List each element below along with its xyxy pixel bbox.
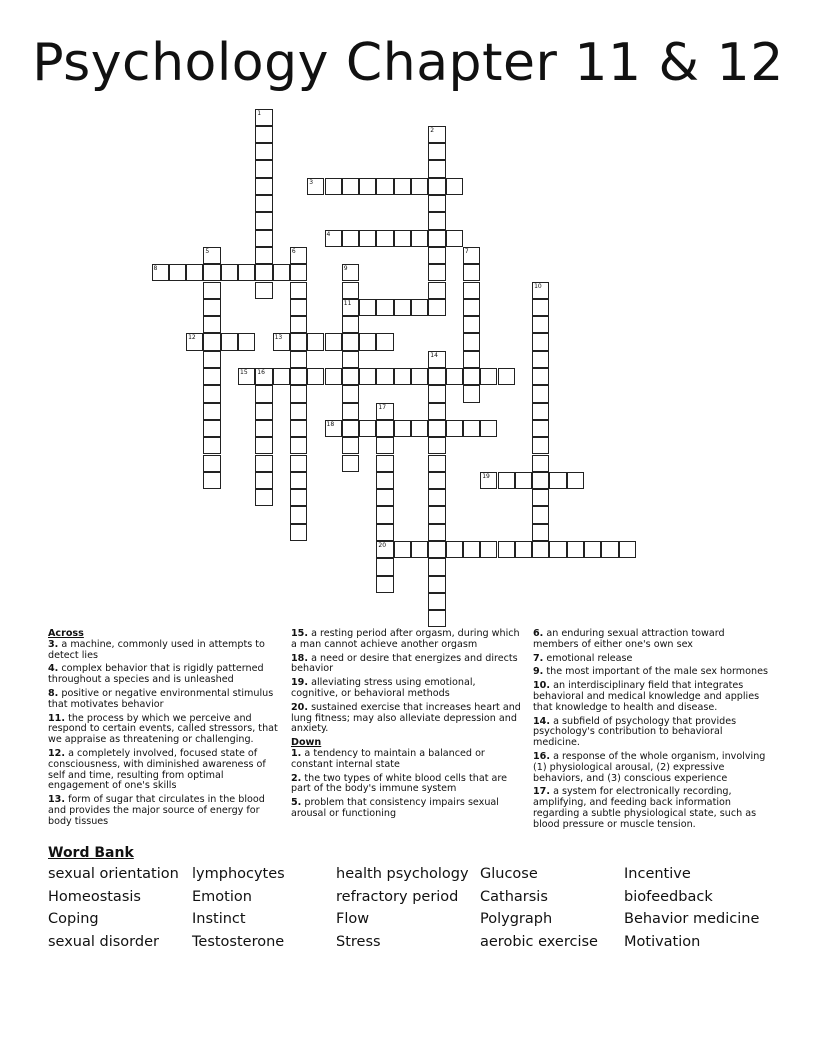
grid-number: 17	[378, 403, 387, 411]
grid-cell[interactable]	[549, 541, 566, 558]
grid-cell[interactable]	[359, 333, 376, 350]
grid-cell[interactable]	[411, 178, 428, 195]
grid-cell[interactable]	[255, 420, 272, 437]
grid-cell[interactable]	[532, 489, 549, 506]
grid-cell[interactable]	[480, 368, 497, 385]
grid-cell[interactable]	[359, 420, 376, 437]
grid-cell[interactable]	[376, 558, 393, 575]
grid-cell[interactable]	[255, 472, 272, 489]
grid-cell[interactable]	[290, 282, 307, 299]
word-bank-item: Emotion	[192, 888, 252, 905]
grid-cell[interactable]	[376, 524, 393, 541]
grid-cell[interactable]	[601, 541, 618, 558]
grid-cell[interactable]	[446, 178, 463, 195]
grid-cell[interactable]	[549, 472, 566, 489]
grid-cell[interactable]	[463, 368, 480, 385]
clue-down-2: 2. the two types of white blood cells that are part of the body's immune system	[291, 772, 508, 795]
grid-cell[interactable]	[290, 420, 307, 437]
grid-cell[interactable]	[342, 420, 359, 437]
grid-cell[interactable]	[255, 230, 272, 247]
word-bank-item: Coping	[48, 911, 99, 928]
grid-cell[interactable]	[532, 351, 549, 368]
grid-cell[interactable]	[428, 195, 445, 212]
grid-cell[interactable]	[325, 368, 342, 385]
word-bank-item: Motivation	[624, 933, 701, 950]
grid-cell[interactable]	[255, 212, 272, 229]
grid-cell[interactable]	[532, 333, 549, 350]
grid-number: 8	[153, 265, 158, 273]
grid-cell[interactable]	[203, 472, 220, 489]
grid-cell[interactable]	[532, 437, 549, 454]
word-bank-item: Stress	[336, 933, 381, 950]
grid-cell[interactable]	[203, 368, 220, 385]
clue-across-11: 11. the process by which we perceive and respond to certain events, called stressors, that we appraise as threatening or challenging.	[48, 712, 278, 746]
grid-cell[interactable]	[273, 264, 290, 281]
grid-cell[interactable]	[203, 282, 220, 299]
word-bank-item: sexual disorder	[48, 933, 159, 950]
grid-number: 16	[257, 369, 265, 376]
grid-cell[interactable]	[238, 333, 255, 350]
grid-cell[interactable]	[411, 230, 428, 247]
grid-cell[interactable]	[342, 282, 359, 299]
grid-cell[interactable]	[446, 420, 463, 437]
clue-down-16: 16. a response of the whole organism, involving (1) physiological arousal, (2) expressive behaviors, and (3) conscious experience	[533, 750, 766, 784]
grid-cell[interactable]	[394, 541, 411, 558]
grid-cell[interactable]	[428, 541, 445, 558]
word-bank-item: Flow	[336, 911, 370, 928]
grid-cell[interactable]	[376, 506, 393, 523]
grid-cell[interactable]	[342, 230, 359, 247]
clue-down-10: 10. an interdisciplinary field that integrates behavioral and medical knowledge and applies that knowledge to health and disease.	[533, 680, 760, 713]
grid-number: 4	[326, 230, 331, 238]
grid-cell[interactable]	[394, 230, 411, 247]
grid-cell[interactable]	[584, 541, 601, 558]
grid-number: 11	[343, 299, 352, 307]
grid-number: 13	[274, 334, 283, 342]
grid-cell[interactable]	[411, 299, 428, 316]
grid-cell[interactable]	[532, 316, 549, 333]
clue-across-4: 4. complex behavior that is rigidly patterned throughout a species and is unleashed	[48, 663, 264, 686]
grid-cell[interactable]	[376, 230, 393, 247]
page-title: Psychology Chapter 11 & 12	[32, 33, 784, 93]
grid-cell[interactable]	[394, 420, 411, 437]
word-bank-item: aerobic exercise	[480, 933, 598, 950]
grid-cell[interactable]	[428, 230, 445, 247]
word-bank-item: Glucose	[480, 866, 538, 882]
grid-number: 3	[309, 178, 314, 186]
grid-cell[interactable]	[255, 247, 272, 264]
grid-cell[interactable]	[532, 455, 549, 472]
across-heading: Across	[48, 628, 84, 639]
grid-number: 7	[464, 247, 469, 255]
grid-cell[interactable]	[446, 368, 463, 385]
grid-cell[interactable]	[203, 403, 220, 420]
word-bank-heading: Word Bank	[48, 845, 134, 861]
grid-cell[interactable]	[376, 299, 393, 316]
grid-number: 18	[326, 420, 335, 428]
word-bank	[48, 866, 768, 956]
grid-cell[interactable]	[203, 437, 220, 454]
grid-cell[interactable]	[255, 385, 272, 402]
grid-cell[interactable]	[290, 524, 307, 541]
grid-number: 5	[205, 247, 210, 255]
word-bank-item: Behavior medicine	[624, 911, 760, 928]
grid-cell[interactable]	[428, 143, 445, 160]
grid-cell[interactable]	[446, 230, 463, 247]
word-bank-item: Incentive	[624, 866, 691, 882]
grid-cell[interactable]	[255, 160, 272, 177]
grid-cell[interactable]	[463, 333, 480, 350]
grid-cell[interactable]	[186, 264, 203, 281]
clue-down-5: 5. problem that consistency impairs sexual arousal or functioning	[291, 797, 499, 819]
grid-cell[interactable]	[203, 264, 220, 281]
clue-across-13: 13. form of sugar that circulates in the blood and provides the major source of energy for body tissues	[48, 794, 265, 827]
grid-cell[interactable]	[428, 455, 445, 472]
grid-cell[interactable]	[411, 420, 428, 437]
grid-cell[interactable]	[428, 385, 445, 402]
grid-cell[interactable]	[342, 368, 359, 385]
grid-cell[interactable]	[273, 368, 290, 385]
down-heading: Down	[291, 737, 322, 749]
clue-across-20: 20. sustained exercise that increases heart and lung fitness; may also alleviate depression and anxiety.	[291, 701, 521, 735]
grid-cell[interactable]	[532, 524, 549, 541]
grid-cell[interactable]	[428, 558, 445, 575]
grid-cell[interactable]	[255, 403, 272, 420]
grid-cell[interactable]	[307, 333, 324, 350]
grid-cell[interactable]	[290, 489, 307, 506]
grid-number: 6	[291, 247, 296, 255]
grid-cell[interactable]	[342, 403, 359, 420]
grid-cell[interactable]	[290, 368, 307, 385]
grid-cell[interactable]	[307, 368, 324, 385]
grid-cell[interactable]	[342, 316, 359, 333]
grid-cell[interactable]	[169, 264, 186, 281]
clue-across-12: 12. a completely involved, focused state of consciousness, with diminished awareness of self and time, resulting from optimal engagement of one's skills	[48, 747, 266, 792]
grid-cell[interactable]	[255, 126, 272, 143]
clue-down-7: 7. emotional release	[533, 652, 633, 664]
grid-cell[interactable]	[290, 385, 307, 402]
grid-cell[interactable]	[463, 541, 480, 558]
grid-cell[interactable]	[376, 576, 393, 593]
grid-cell[interactable]	[428, 437, 445, 454]
grid-cell[interactable]	[463, 420, 480, 437]
clues-column-3	[533, 629, 771, 834]
clue-across-18: 18. a need or desire that energizes and directs behavior	[291, 652, 518, 675]
grid-cell[interactable]	[203, 351, 220, 368]
grid-cell[interactable]	[428, 212, 445, 229]
grid-number: 10	[534, 282, 542, 290]
grid-cell[interactable]	[532, 368, 549, 385]
grid-cell[interactable]	[376, 437, 393, 454]
grid-cell[interactable]	[255, 195, 272, 212]
grid-cell[interactable]	[359, 178, 376, 195]
clue-across-15: 15. a resting period after orgasm, during which a man cannot achieve another orgasm	[291, 628, 520, 650]
clue-across-19: 19. alleviating stress using emotional, cognitive, or behavioral methods	[291, 677, 476, 699]
grid-cell[interactable]	[428, 420, 445, 437]
grid-cell[interactable]	[290, 403, 307, 420]
clue-down-17: 17. a system for electronically recording, amplifying, and feeding back information regarding a subtle physiological state, such as blood pressure or muscle tension.	[533, 786, 757, 830]
grid-cell[interactable]	[428, 160, 445, 177]
word-bank-item: Testosterone	[192, 933, 285, 950]
grid-cell[interactable]	[411, 541, 428, 558]
grid-cell[interactable]	[463, 316, 480, 333]
clue-down-1: 1. a tendency to maintain a balanced or constant internal state	[291, 747, 485, 770]
grid-cell[interactable]	[290, 437, 307, 454]
grid-cell[interactable]	[428, 368, 445, 385]
grid-cell[interactable]	[532, 541, 549, 558]
grid-cell[interactable]	[203, 420, 220, 437]
grid-cell[interactable]	[428, 282, 445, 299]
grid-cell[interactable]	[359, 299, 376, 316]
grid-cell[interactable]	[428, 576, 445, 593]
word-bank-item: lymphocytes	[192, 866, 285, 882]
grid-cell[interactable]	[221, 264, 238, 281]
grid-cell[interactable]	[342, 385, 359, 402]
grid-cell[interactable]	[376, 455, 393, 472]
grid-cell[interactable]	[203, 299, 220, 316]
grid-cell[interactable]	[428, 403, 445, 420]
grid-cell[interactable]	[463, 282, 480, 299]
grid-number: 12	[188, 334, 196, 342]
word-bank-item: sexual orientation	[48, 866, 179, 882]
grid-cell[interactable]	[428, 178, 445, 195]
grid-number: 2	[430, 126, 435, 134]
grid-cell[interactable]	[290, 455, 307, 472]
clues-column-2	[291, 629, 521, 823]
grid-cell[interactable]	[342, 455, 359, 472]
grid-cell[interactable]	[428, 472, 445, 489]
grid-cell[interactable]	[255, 143, 272, 160]
grid-cell[interactable]	[532, 385, 549, 402]
grid-cell[interactable]	[498, 541, 515, 558]
grid-cell[interactable]	[342, 437, 359, 454]
grid-cell[interactable]	[376, 472, 393, 489]
grid-cell[interactable]	[498, 368, 515, 385]
grid-cell[interactable]	[532, 420, 549, 437]
grid-cell[interactable]	[255, 489, 272, 506]
grid-cell[interactable]	[498, 472, 515, 489]
grid-cell[interactable]	[342, 178, 359, 195]
grid-cell[interactable]	[238, 264, 255, 281]
grid-cell[interactable]	[325, 178, 342, 195]
grid-cell[interactable]	[463, 385, 480, 402]
grid-cell[interactable]	[342, 333, 359, 350]
clue-down-6: 6. an enduring sexual attraction toward members of either one's own sex	[533, 628, 725, 650]
grid-cell[interactable]	[446, 541, 463, 558]
word-bank-item: Instinct	[192, 911, 246, 928]
clue-across-8: 8. positive or negative environmental stimulus that motivates behavior	[48, 687, 274, 710]
grid-cell[interactable]	[394, 299, 411, 316]
grid-cell[interactable]	[480, 541, 497, 558]
grid-cell[interactable]	[480, 420, 497, 437]
word-bank-item: health psychology	[336, 866, 469, 882]
grid-cell[interactable]	[515, 472, 532, 489]
clue-down-9: 9. the most important of the male sex hormones	[533, 666, 768, 678]
grid-cell[interactable]	[203, 316, 220, 333]
grid-cell[interactable]	[221, 333, 238, 350]
clue-across-3: 3. a machine, commonly used in attempts to detect lies	[48, 638, 265, 661]
grid-cell[interactable]	[255, 264, 272, 281]
grid-cell[interactable]	[394, 368, 411, 385]
grid-number: 9	[343, 265, 348, 273]
grid-cell[interactable]	[376, 178, 393, 195]
grid-cell[interactable]	[290, 472, 307, 489]
word-bank-item: Catharsis	[480, 888, 548, 905]
grid-cell[interactable]	[567, 472, 584, 489]
grid-number: 1	[257, 109, 262, 117]
grid-cell[interactable]	[203, 333, 220, 350]
grid-cell[interactable]	[290, 316, 307, 333]
grid-cell[interactable]	[290, 264, 307, 281]
grid-cell[interactable]	[255, 178, 272, 195]
grid-cell[interactable]	[394, 178, 411, 195]
grid-cell[interactable]	[203, 455, 220, 472]
grid-cell[interactable]	[255, 437, 272, 454]
word-bank-item: Polygraph	[480, 911, 553, 928]
grid-cell[interactable]	[428, 524, 445, 541]
grid-cell[interactable]	[376, 489, 393, 506]
grid-cell[interactable]	[325, 333, 342, 350]
grid-cell[interactable]	[376, 420, 393, 437]
grid-cell[interactable]	[359, 368, 376, 385]
grid-number: 20	[378, 542, 387, 549]
grid-number: 19	[482, 472, 490, 480]
grid-cell[interactable]	[428, 247, 445, 264]
grid-cell[interactable]	[255, 282, 272, 299]
grid-cell[interactable]	[567, 541, 584, 558]
grid-cell[interactable]	[290, 351, 307, 368]
grid-number: 15	[240, 369, 248, 376]
grid-cell[interactable]	[428, 593, 445, 610]
grid-cell[interactable]	[532, 472, 549, 489]
grid-cell[interactable]	[463, 264, 480, 281]
grid-cell[interactable]	[290, 333, 307, 350]
grid-cell[interactable]	[359, 230, 376, 247]
grid-cell[interactable]	[428, 610, 445, 627]
grid-cell[interactable]	[532, 506, 549, 523]
grid-cell[interactable]	[290, 506, 307, 523]
grid-cell[interactable]	[428, 489, 445, 506]
grid-cell[interactable]	[428, 264, 445, 281]
grid-cell[interactable]	[342, 351, 359, 368]
grid-cell[interactable]	[203, 385, 220, 402]
grid-cell[interactable]	[463, 299, 480, 316]
grid-cell[interactable]	[411, 368, 428, 385]
clues-column-1	[48, 629, 280, 831]
word-bank-item: biofeedback	[624, 888, 713, 905]
grid-cell[interactable]	[532, 299, 549, 316]
word-bank-item: Homeostasis	[48, 888, 141, 905]
grid-cell[interactable]	[463, 351, 480, 368]
grid-cell[interactable]	[619, 541, 636, 558]
grid-cell[interactable]	[290, 299, 307, 316]
grid-cell[interactable]	[376, 368, 393, 385]
clue-down-14: 14. a subfield of psychology that provides psychology's contribution to behavioral medicine.	[533, 715, 737, 749]
grid-cell[interactable]	[532, 403, 549, 420]
grid-cell[interactable]	[255, 455, 272, 472]
grid-cell[interactable]	[428, 506, 445, 523]
grid-number: 14	[430, 351, 438, 359]
word-bank-item: refractory period	[336, 888, 459, 905]
grid-cell[interactable]	[515, 541, 532, 558]
grid-cell[interactable]	[376, 333, 393, 350]
grid-cell[interactable]	[428, 299, 445, 316]
